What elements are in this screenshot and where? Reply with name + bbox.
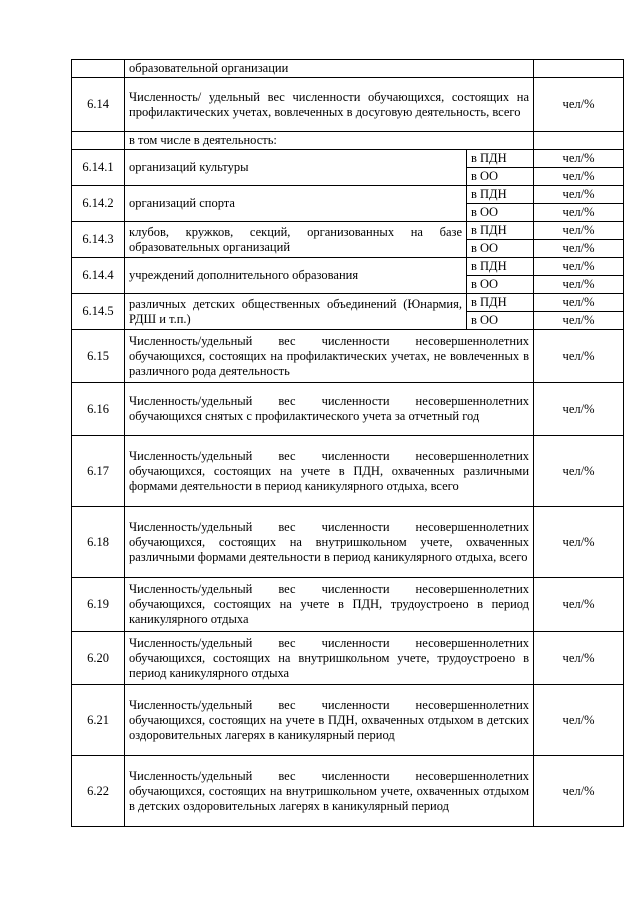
row-unit: чел/% — [534, 168, 624, 186]
sub-label: в ПДН — [467, 294, 534, 312]
sub-label: в ПДН — [467, 222, 534, 240]
row-unit: чел/% — [534, 685, 624, 756]
row-number: 6.14 — [72, 78, 125, 132]
row-number: 6.16 — [72, 383, 125, 436]
row-unit: чел/% — [534, 383, 624, 436]
table-row — [72, 258, 624, 276]
row-unit: чел/% — [534, 240, 624, 258]
row-description: Численность/удельный вес численности несовершеннолетних обучающихся снятых с профилактического учета за отчетный год — [125, 383, 534, 436]
row-description: Численность/удельный вес численности несовершеннолетних обучающихся, состоящих на внутришкольном учете, охваченных отдыхом в детских оздоровительных лагерях в каникулярный период — [125, 756, 534, 827]
row-number — [72, 60, 125, 78]
row-description: Численность/удельный вес численности несовершеннолетних обучающихся, состоящих на учете в ПДН, охваченных различными формами деятельности в период каникулярного отдыха, всего — [125, 436, 534, 507]
row-description: в том числе в деятельность: — [125, 132, 534, 150]
row-unit: чел/% — [534, 150, 624, 168]
row-description: организаций спорта — [125, 186, 467, 222]
row-number: 6.22 — [72, 756, 125, 827]
row-number: 6.17 — [72, 436, 125, 507]
row-number: 6.14.2 — [72, 186, 125, 222]
row-description: клубов, кружков, секций, организованных на базе образовательных организаций — [125, 222, 467, 258]
row-unit: чел/% — [534, 436, 624, 507]
table-row — [72, 132, 624, 150]
row-unit: чел/% — [534, 632, 624, 685]
table-row — [72, 222, 624, 240]
sub-label: в ПДН — [467, 150, 534, 168]
table-row — [72, 150, 624, 168]
table-row — [72, 507, 624, 578]
row-number: 6.14.4 — [72, 258, 125, 294]
row-unit: чел/% — [534, 258, 624, 276]
row-unit — [534, 132, 624, 150]
sub-label: в ОО — [467, 312, 534, 330]
table-row — [72, 632, 624, 685]
table-row — [72, 685, 624, 756]
row-description: учреждений дополнительного образования — [125, 258, 467, 294]
table-row — [72, 294, 624, 312]
row-unit: чел/% — [534, 756, 624, 827]
row-unit — [534, 60, 624, 78]
row-unit: чел/% — [534, 578, 624, 632]
row-unit: чел/% — [534, 186, 624, 204]
row-unit: чел/% — [534, 312, 624, 330]
indicators-table — [71, 59, 624, 827]
sub-label: в ПДН — [467, 186, 534, 204]
row-number: 6.18 — [72, 507, 125, 578]
row-description: Численность/удельный вес численности несовершеннолетних обучающихся, состоящих на учете в ПДН, трудоустроено в период каникулярного отдыха — [125, 578, 534, 632]
row-number: 6.14.3 — [72, 222, 125, 258]
row-number — [72, 132, 125, 150]
row-description: Численность/ удельный вес численности обучающихся, состоящих на профилактических учетах, вовлеченных в досуговую деятельность, всего — [125, 78, 534, 132]
row-unit: чел/% — [534, 204, 624, 222]
row-description: Численность/удельный вес численности несовершеннолетних обучающихся, состоящих на внутришкольном учете, трудоустроено в период каникулярного отдыха — [125, 632, 534, 685]
row-unit: чел/% — [534, 78, 624, 132]
table-row — [72, 186, 624, 204]
table-row — [72, 436, 624, 507]
table-row — [72, 78, 624, 132]
row-description: образовательной организации — [125, 60, 534, 78]
row-description: Численность/удельный вес численности несовершеннолетних обучающихся, состоящих на профилактических учетах, не вовлеченных в различного рода деятельность — [125, 330, 534, 383]
row-unit: чел/% — [534, 294, 624, 312]
table-row — [72, 756, 624, 827]
row-unit: чел/% — [534, 507, 624, 578]
row-number: 6.14.1 — [72, 150, 125, 186]
row-number: 6.21 — [72, 685, 125, 756]
row-unit: чел/% — [534, 222, 624, 240]
row-description: Численность/удельный вес численности несовершеннолетних обучающихся, состоящих на внутришкольном учете, охваченных различными формами деятельности в период каникулярного отдыха, всего — [125, 507, 534, 578]
row-description: различных детских общественных объединений (Юнармия, РДШ и т.п.) — [125, 294, 467, 330]
row-unit: чел/% — [534, 276, 624, 294]
row-description: Численность/удельный вес численности несовершеннолетних обучающихся, состоящих на учете в ПДН, охваченных отдыхом в детских оздоровительных лагерях в каникулярный период — [125, 685, 534, 756]
sub-label: в ОО — [467, 168, 534, 186]
sub-label: в ПДН — [467, 258, 534, 276]
row-number: 6.19 — [72, 578, 125, 632]
sub-label: в ОО — [467, 276, 534, 294]
sub-label: в ОО — [467, 240, 534, 258]
table-row — [72, 330, 624, 383]
table-row — [72, 383, 624, 436]
row-unit: чел/% — [534, 330, 624, 383]
table-row — [72, 60, 624, 78]
table-row — [72, 578, 624, 632]
sub-label: в ОО — [467, 204, 534, 222]
row-description: организаций культуры — [125, 150, 467, 186]
row-number: 6.14.5 — [72, 294, 125, 330]
row-number: 6.15 — [72, 330, 125, 383]
row-number: 6.20 — [72, 632, 125, 685]
